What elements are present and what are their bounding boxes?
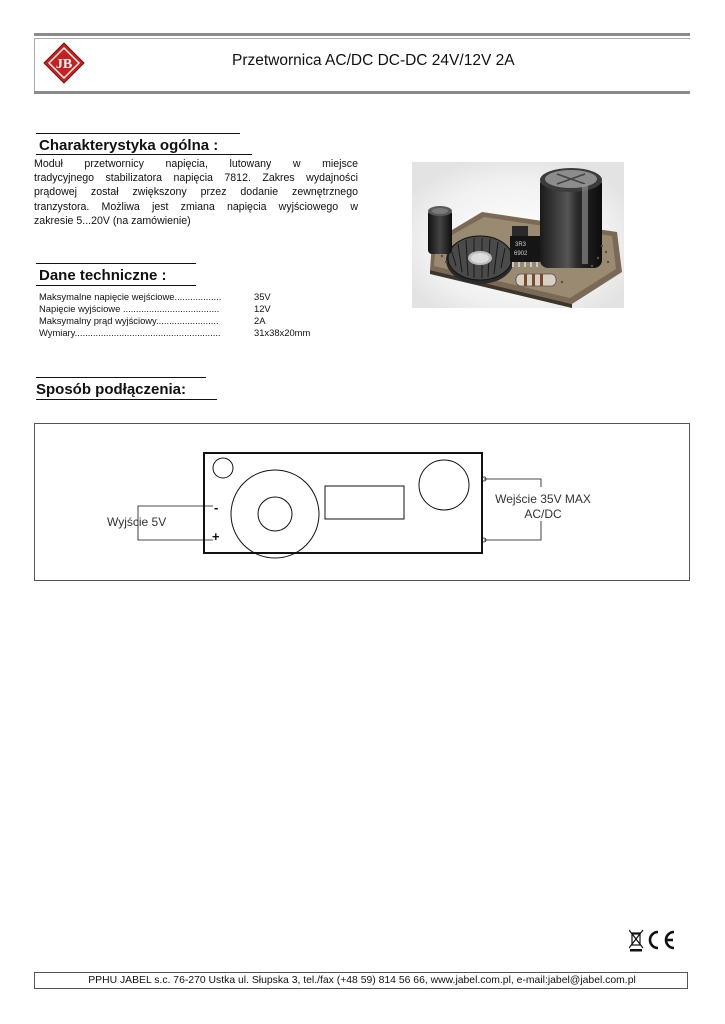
header-left-rule — [34, 38, 35, 92]
header-bottom-rule — [34, 91, 690, 94]
input-label-line1: Wejście 35V MAX — [495, 492, 591, 506]
chip-marking-1: 3R3 — [515, 242, 527, 248]
input-label-line2: AC/DC — [524, 507, 562, 521]
plus-terminal-label: + — [212, 529, 220, 544]
description-line: zakresie 5...20V (na zamówienie) — [34, 214, 191, 227]
general-description — [34, 157, 358, 228]
spec-label-output-voltage: Napięcie wyjściowe ..................................... — [39, 303, 220, 314]
weee-bin-icon — [629, 930, 643, 948]
general-section-underline — [36, 154, 252, 155]
spec-value-max-input-voltage: 35V — [254, 291, 271, 302]
spec-value-output-voltage: 12V — [254, 303, 271, 314]
company-logo — [43, 42, 85, 84]
spec-value-dimensions: 31x38x20mm — [254, 327, 311, 338]
spec-value-max-output-current: 2A — [254, 315, 266, 326]
ce-icon — [650, 932, 674, 948]
document-title: Przetwornica AC/DC DC-DC 24V/12V 2A — [232, 52, 515, 69]
chip-marking-2: 6902 — [514, 251, 528, 257]
spec-label-dimensions: Wymiary........................................................ — [39, 327, 221, 338]
header-top-rule — [34, 33, 690, 36]
output-label: Wyjście 5V — [107, 515, 167, 529]
connection-diagram — [34, 423, 690, 581]
header-top-rule-thin — [34, 38, 690, 39]
description-line: tranzystora. Możliwa jest zmiana napięcia wyjściowego w — [34, 200, 358, 213]
connection-section-underline — [36, 399, 217, 400]
logo-text: JB — [55, 57, 73, 72]
connection-section-overline — [36, 377, 206, 378]
minus-terminal-label: - — [214, 500, 219, 515]
spec-label-max-input-voltage: Maksymalne napięcie wejściowe.................. — [39, 291, 222, 302]
specs-section-overline — [36, 263, 196, 264]
description-line: tradycyjnego stabilizatora napięcia 7812. Zakres wydajności — [34, 172, 358, 185]
specs-section-underline — [36, 285, 196, 286]
spec-label-max-output-current: Maksymalny prąd wyjściowy........................ — [39, 315, 219, 326]
footer-contact-text: PPHU JABEL s.c. 76-270 Ustka ul. Słupska 3, tel./fax (+48 59) 814 56 66, www.jabel.com.pl, e-mail:jabel@jabel.com.pl — [88, 975, 636, 986]
weee-ce-mark — [629, 928, 681, 952]
product-photo — [412, 162, 624, 308]
connection-section-title: Sposób podłączenia: — [36, 381, 187, 398]
description-line: prądowej został zwiększony przez dodanie zewnętrznego — [34, 186, 358, 199]
footer — [34, 972, 688, 989]
specs-section-title: Dane techniczne : — [39, 267, 167, 284]
description-line: Moduł przetwornicy napięcia, lutowany w miejsce — [34, 158, 358, 170]
general-section-title: Charakterystyka ogólna : — [39, 137, 219, 154]
general-section-overline — [36, 133, 240, 134]
